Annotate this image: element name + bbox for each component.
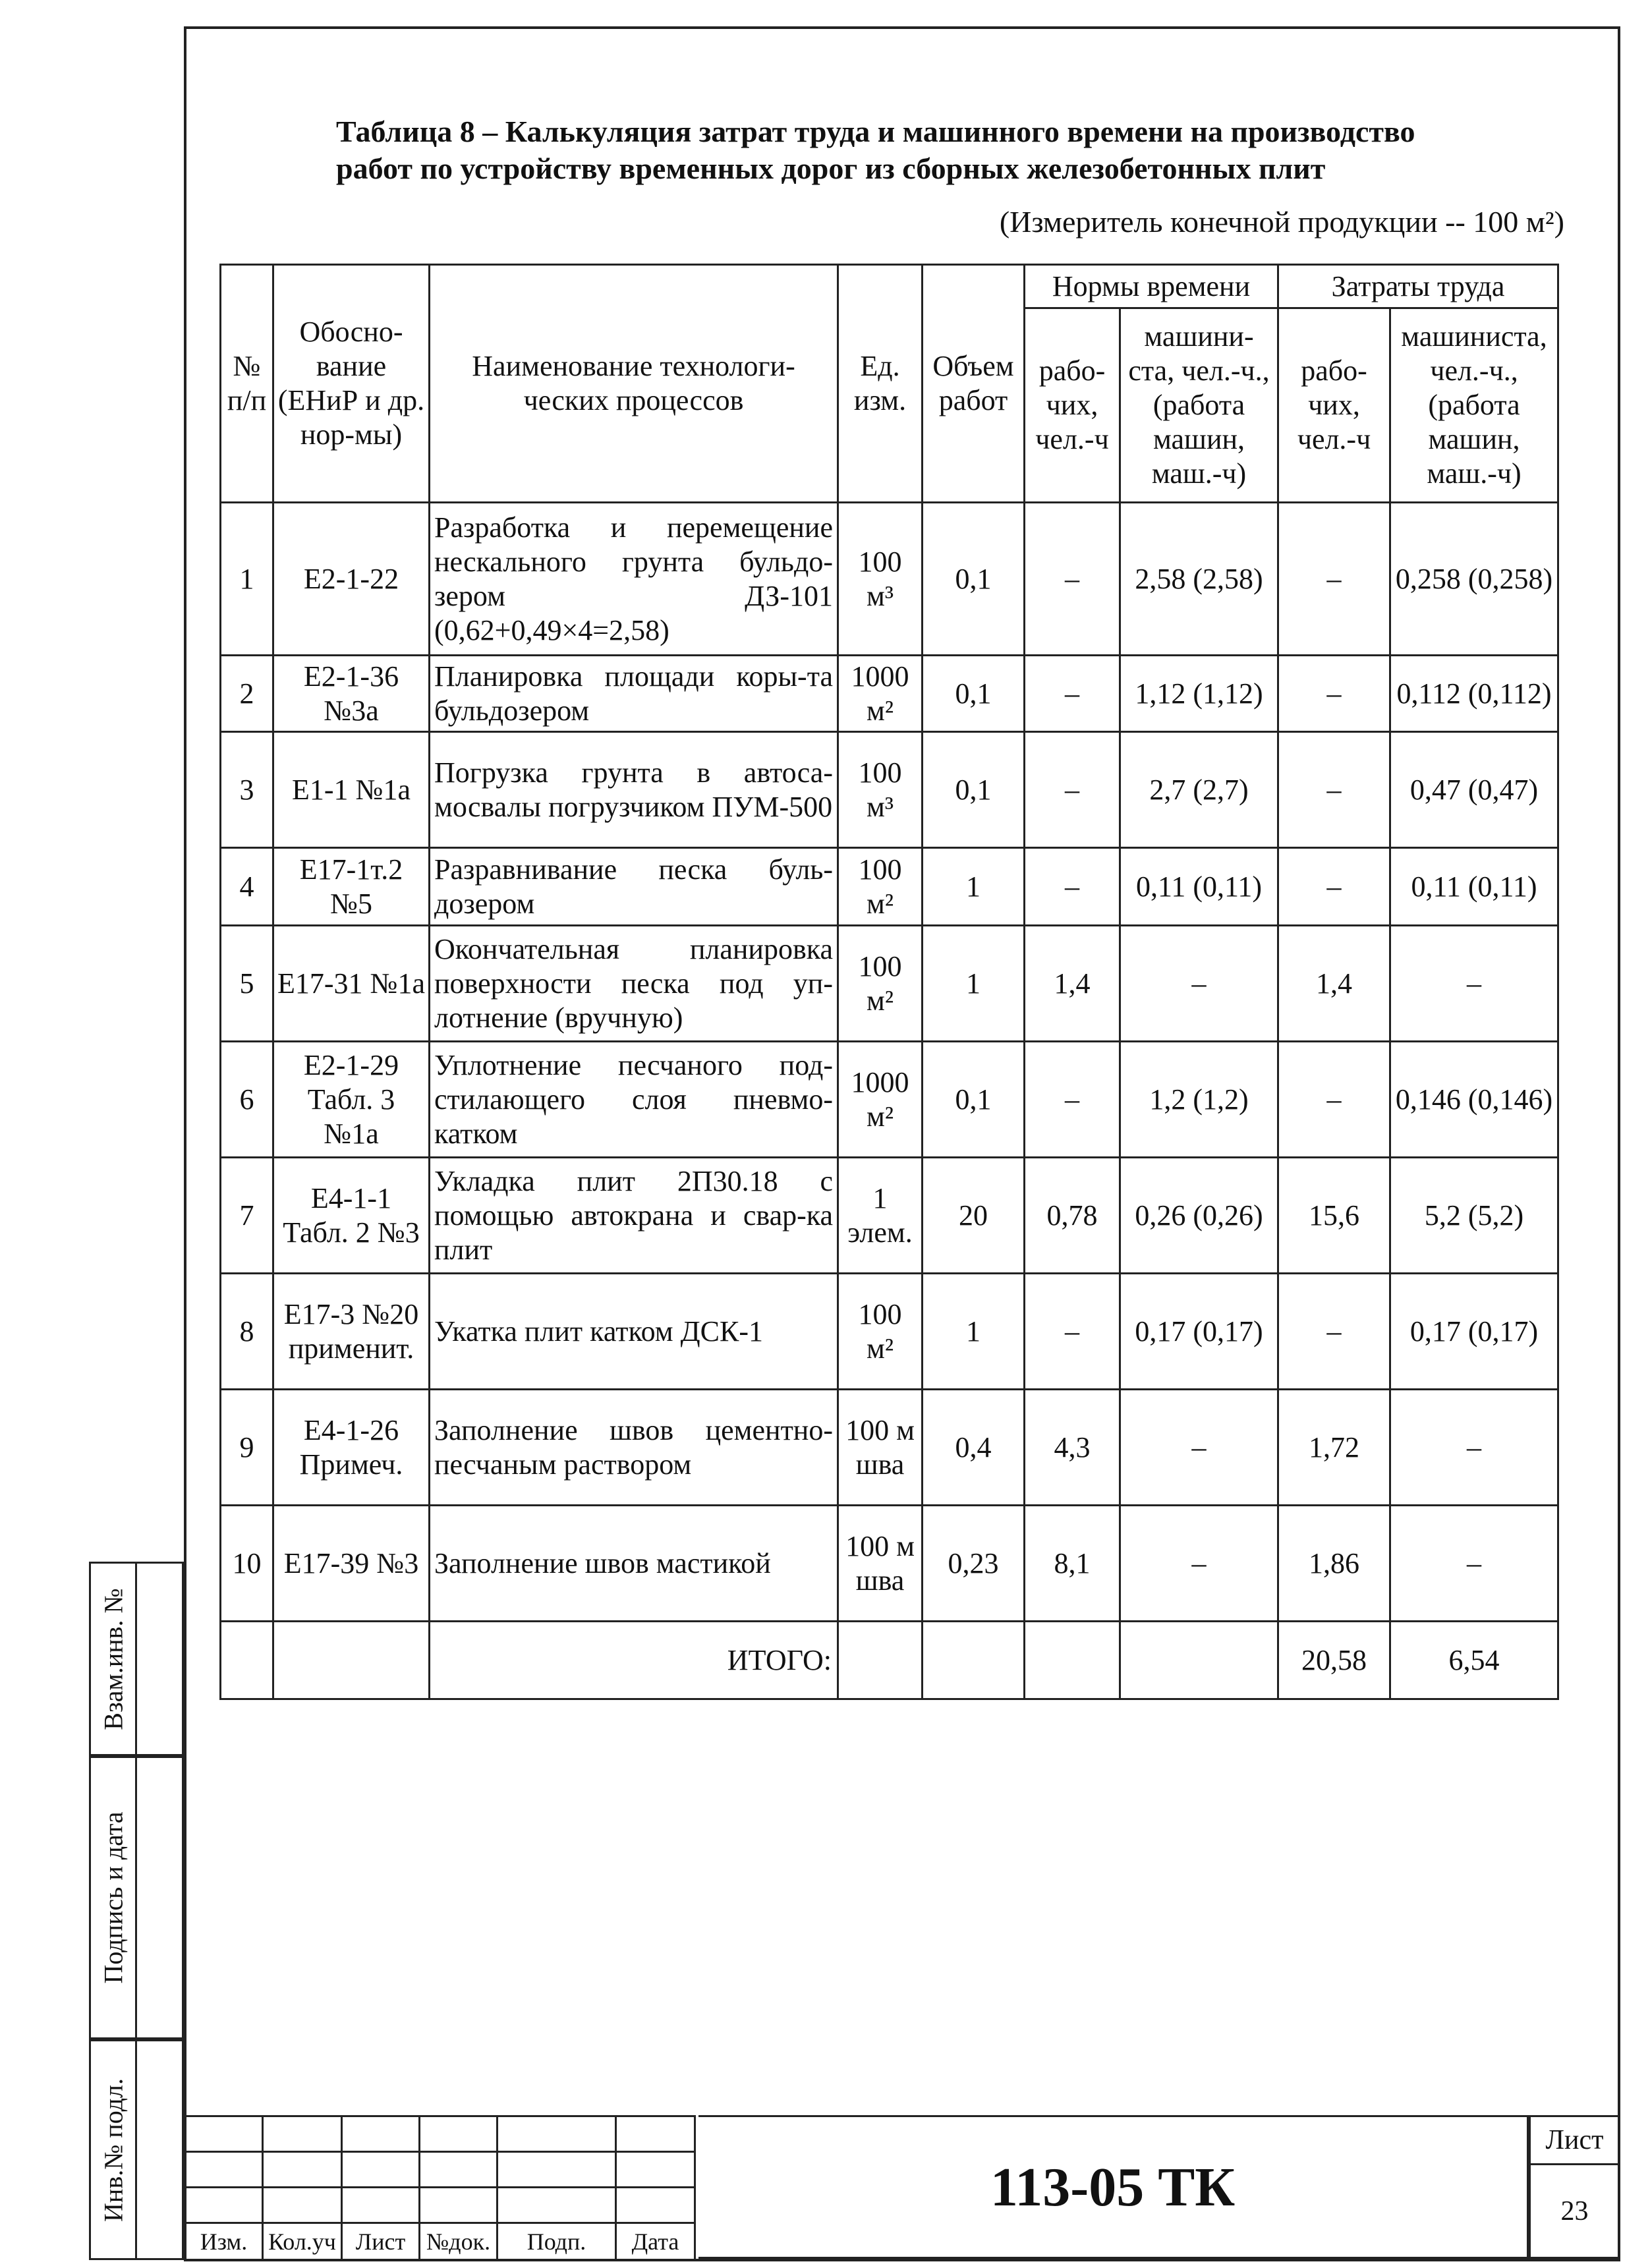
cell-num: 6 [221,1042,273,1158]
cell-unit: 1000 м² [838,656,923,732]
cell-labor-machinist: 0,112 (0,112) [1390,656,1558,732]
cell-empty [273,1622,430,1699]
cell-norm-workers: – [1025,503,1120,656]
document-code: 113-05 ТК [698,2115,1529,2259]
cell-norm-workers: – [1025,732,1120,848]
side-box-sign-date [89,1756,184,2039]
cell-norm-machinist: – [1120,1506,1278,1622]
stamp-list: Лист [342,2223,420,2260]
frame-right-border [1618,26,1620,2260]
cell-labor-workers: 1,86 [1278,1506,1390,1622]
cell-unit: 1 элем. [838,1158,923,1274]
side-box-inv-zam [89,1562,184,1756]
cell-norm-workers: – [1025,848,1120,926]
cell-basis: Е17-39 №3 [273,1506,430,1622]
table-row [221,1042,1558,1158]
cell-basis: Е2-1-29 Табл. 3 №1а [273,1042,430,1158]
cell-unit: 100 м³ [838,503,923,656]
cell-num: 2 [221,656,273,732]
header-labor-machinist: машиниста, чел.-ч., (работа машин, маш.-ч) [1390,308,1558,503]
table-title [336,113,1588,187]
total-label: ИТОГО: [430,1622,838,1699]
cell-basis: Е17-1т.2 №5 [273,848,430,926]
cell-norm-machinist: – [1120,1390,1278,1506]
cell-volume: 0,1 [923,732,1025,848]
cell-labor-machinist: – [1390,1390,1558,1506]
header-norm-machinist: машини-ста, чел.-ч., (работа машин, маш.-ч) [1120,308,1278,503]
cell-name: Разравнивание песка буль-дозером [430,848,838,926]
total-labor-workers: 20,58 [1278,1622,1390,1699]
cell-labor-machinist: 0,11 (0,11) [1390,848,1558,926]
cell-volume: 0,4 [923,1390,1025,1506]
cell-norm-machinist: 0,11 (0,11) [1120,848,1278,926]
cell-unit: 100 м² [838,848,923,926]
cell-empty [221,1622,273,1699]
cell-labor-workers: 15,6 [1278,1158,1390,1274]
total-row [221,1622,1558,1699]
cell-volume: 1 [923,848,1025,926]
cell-labor-workers: 1,72 [1278,1390,1390,1506]
table-row [221,503,1558,656]
cell-num: 7 [221,1158,273,1274]
cell-norm-workers: 1,4 [1025,926,1120,1042]
cell-norm-machinist: 2,58 (2,58) [1120,503,1278,656]
cell-norm-workers: 0,78 [1025,1158,1120,1274]
total-labor-machinist: 6,54 [1390,1622,1558,1699]
cell-name: Уплотнение песчаного под-стилающего слоя пневмо-катком [430,1042,838,1158]
cell-labor-machinist: 0,258 (0,258) [1390,503,1558,656]
cell-empty [923,1622,1025,1699]
stamp-kol: Кол.уч [263,2223,342,2260]
table-title-line1: Таблица 8 – Калькуляция затрат труда и машинного времени на производство [336,115,1415,148]
cell-norm-workers: 4,3 [1025,1390,1120,1506]
stamp-data: Дата [616,2223,695,2260]
frame-top-border [184,26,1620,29]
cell-labor-machinist: – [1390,926,1558,1042]
cell-labor-machinist: 5,2 (5,2) [1390,1158,1558,1274]
header-norm-workers: рабо-чих, чел.-ч [1025,308,1120,503]
table-row [221,732,1558,848]
table-row [221,656,1558,732]
cell-norm-workers: 8,1 [1025,1506,1120,1622]
table-row [221,1274,1558,1390]
cell-labor-workers: – [1278,732,1390,848]
cell-num: 8 [221,1274,273,1390]
cell-name: Погрузка грунта в автоса-мосвалы погрузчиком ПУМ-500 [430,732,838,848]
cell-volume: 1 [923,1274,1025,1390]
cell-name: Планировка площади коры-та бульдозером [430,656,838,732]
side-label-inv-podl: Инв.№ подл. [98,2078,128,2222]
cell-norm-machinist: – [1120,926,1278,1042]
header-name: Наименование технологи-ческих процессов [430,265,838,503]
cell-num: 1 [221,503,273,656]
cell-labor-machinist: 0,17 (0,17) [1390,1274,1558,1390]
cell-empty [1120,1622,1278,1699]
table-row [221,848,1558,926]
cell-name: Укладка плит 2П30.18 с помощью автокрана и свар-ка плит [430,1158,838,1274]
cell-labor-machinist: 0,47 (0,47) [1390,732,1558,848]
sheet-label: Лист [1531,2117,1618,2165]
cell-unit: 100 м³ [838,732,923,848]
table-title-line2: работ по устройству временных дорог из сборных железобетонных плит [336,152,1326,185]
cell-volume: 0,1 [923,1042,1025,1158]
cell-empty [1025,1622,1120,1699]
cell-norm-workers: – [1025,656,1120,732]
sheet-number-box [1529,2115,1620,2259]
title-block-grid [184,2115,696,2261]
cell-labor-machinist: 0,146 (0,146) [1390,1042,1558,1158]
cell-empty [838,1622,923,1699]
cell-unit: 100 м² [838,1274,923,1390]
cell-num: 3 [221,732,273,848]
cell-volume: 0,23 [923,1506,1025,1622]
cell-basis: Е4-1-1 Табл. 2 №3 [273,1158,430,1274]
header-basis: Обосно-вание (ЕНиР и др. нор-мы) [273,265,430,503]
cell-num: 9 [221,1390,273,1506]
cell-labor-workers: – [1278,1042,1390,1158]
cell-name: Заполнение швов цементно-песчаным раствором [430,1390,838,1506]
stamp-izm: Изм. [185,2223,263,2260]
cell-volume: 20 [923,1158,1025,1274]
stamp-podp: Подп. [498,2223,616,2260]
cell-basis: Е2-1-22 [273,503,430,656]
cell-labor-workers: – [1278,503,1390,656]
cell-name: Заполнение швов мастикой [430,1506,838,1622]
cell-basis: Е1-1 №1а [273,732,430,848]
cell-labor-workers: – [1278,656,1390,732]
cell-labor-workers: – [1278,1274,1390,1390]
cell-name: Укатка плит катком ДСК-1 [430,1274,838,1390]
cell-num: 10 [221,1506,273,1622]
sheet-number: 23 [1560,2196,1589,2226]
cell-labor-machinist: – [1390,1506,1558,1622]
stamp-ndok: №док. [420,2223,498,2260]
cell-norm-machinist: 0,17 (0,17) [1120,1274,1278,1390]
cell-norm-machinist: 0,26 (0,26) [1120,1158,1278,1274]
table-row [221,926,1558,1042]
cell-unit: 100 м² [838,926,923,1042]
cell-num: 5 [221,926,273,1042]
cell-norm-machinist: 1,12 (1,12) [1120,656,1278,732]
cell-unit: 1000 м² [838,1042,923,1158]
table-row [221,1390,1558,1506]
cell-labor-workers: – [1278,848,1390,926]
header-labor-workers: рабо-чих, чел.-ч [1278,308,1390,503]
header-num: № п/п [221,265,273,503]
measure-unit-note: (Измеритель конечной продукции -- 100 м²) [999,205,1564,239]
header-volume: Объем работ [923,265,1025,503]
cell-labor-workers: 1,4 [1278,926,1390,1042]
cell-num: 4 [221,848,273,926]
cell-norm-machinist: 1,2 (1,2) [1120,1042,1278,1158]
cell-basis: Е17-3 №20 применит. [273,1274,430,1390]
side-label-sign-date: Подпись и дата [98,1811,128,1984]
cell-name: Разработка и перемещение нескального грунта бульдо-зером ДЗ-101 (0,62+0,49×4=2,58) [430,503,838,656]
header-unit: Ед. изм. [838,265,923,503]
header-labor: Затраты труда [1278,265,1558,308]
cell-unit: 100 м шва [838,1390,923,1506]
calculation-table [219,264,1559,1700]
side-label-inv-zam: Взам.инв. № [98,1587,128,1730]
cell-volume: 1 [923,926,1025,1042]
cell-volume: 0,1 [923,503,1025,656]
side-box-inv-podl [89,2039,184,2260]
cell-volume: 0,1 [923,656,1025,732]
cell-name: Окончательная планировка поверхности песка под уп-лотнение (вручную) [430,926,838,1042]
cell-basis: Е4-1-26 Примеч. [273,1390,430,1506]
cell-unit: 100 м шва [838,1506,923,1622]
table-row [221,1506,1558,1622]
frame-left-border [184,26,186,2260]
cell-basis: Е17-31 №1а [273,926,430,1042]
table-row [221,1158,1558,1274]
cell-basis: Е2-1-36 №3а [273,656,430,732]
cell-norm-workers: – [1025,1042,1120,1158]
cell-norm-machinist: 2,7 (2,7) [1120,732,1278,848]
header-norms: Нормы времени [1025,265,1278,308]
cell-norm-workers: – [1025,1274,1120,1390]
